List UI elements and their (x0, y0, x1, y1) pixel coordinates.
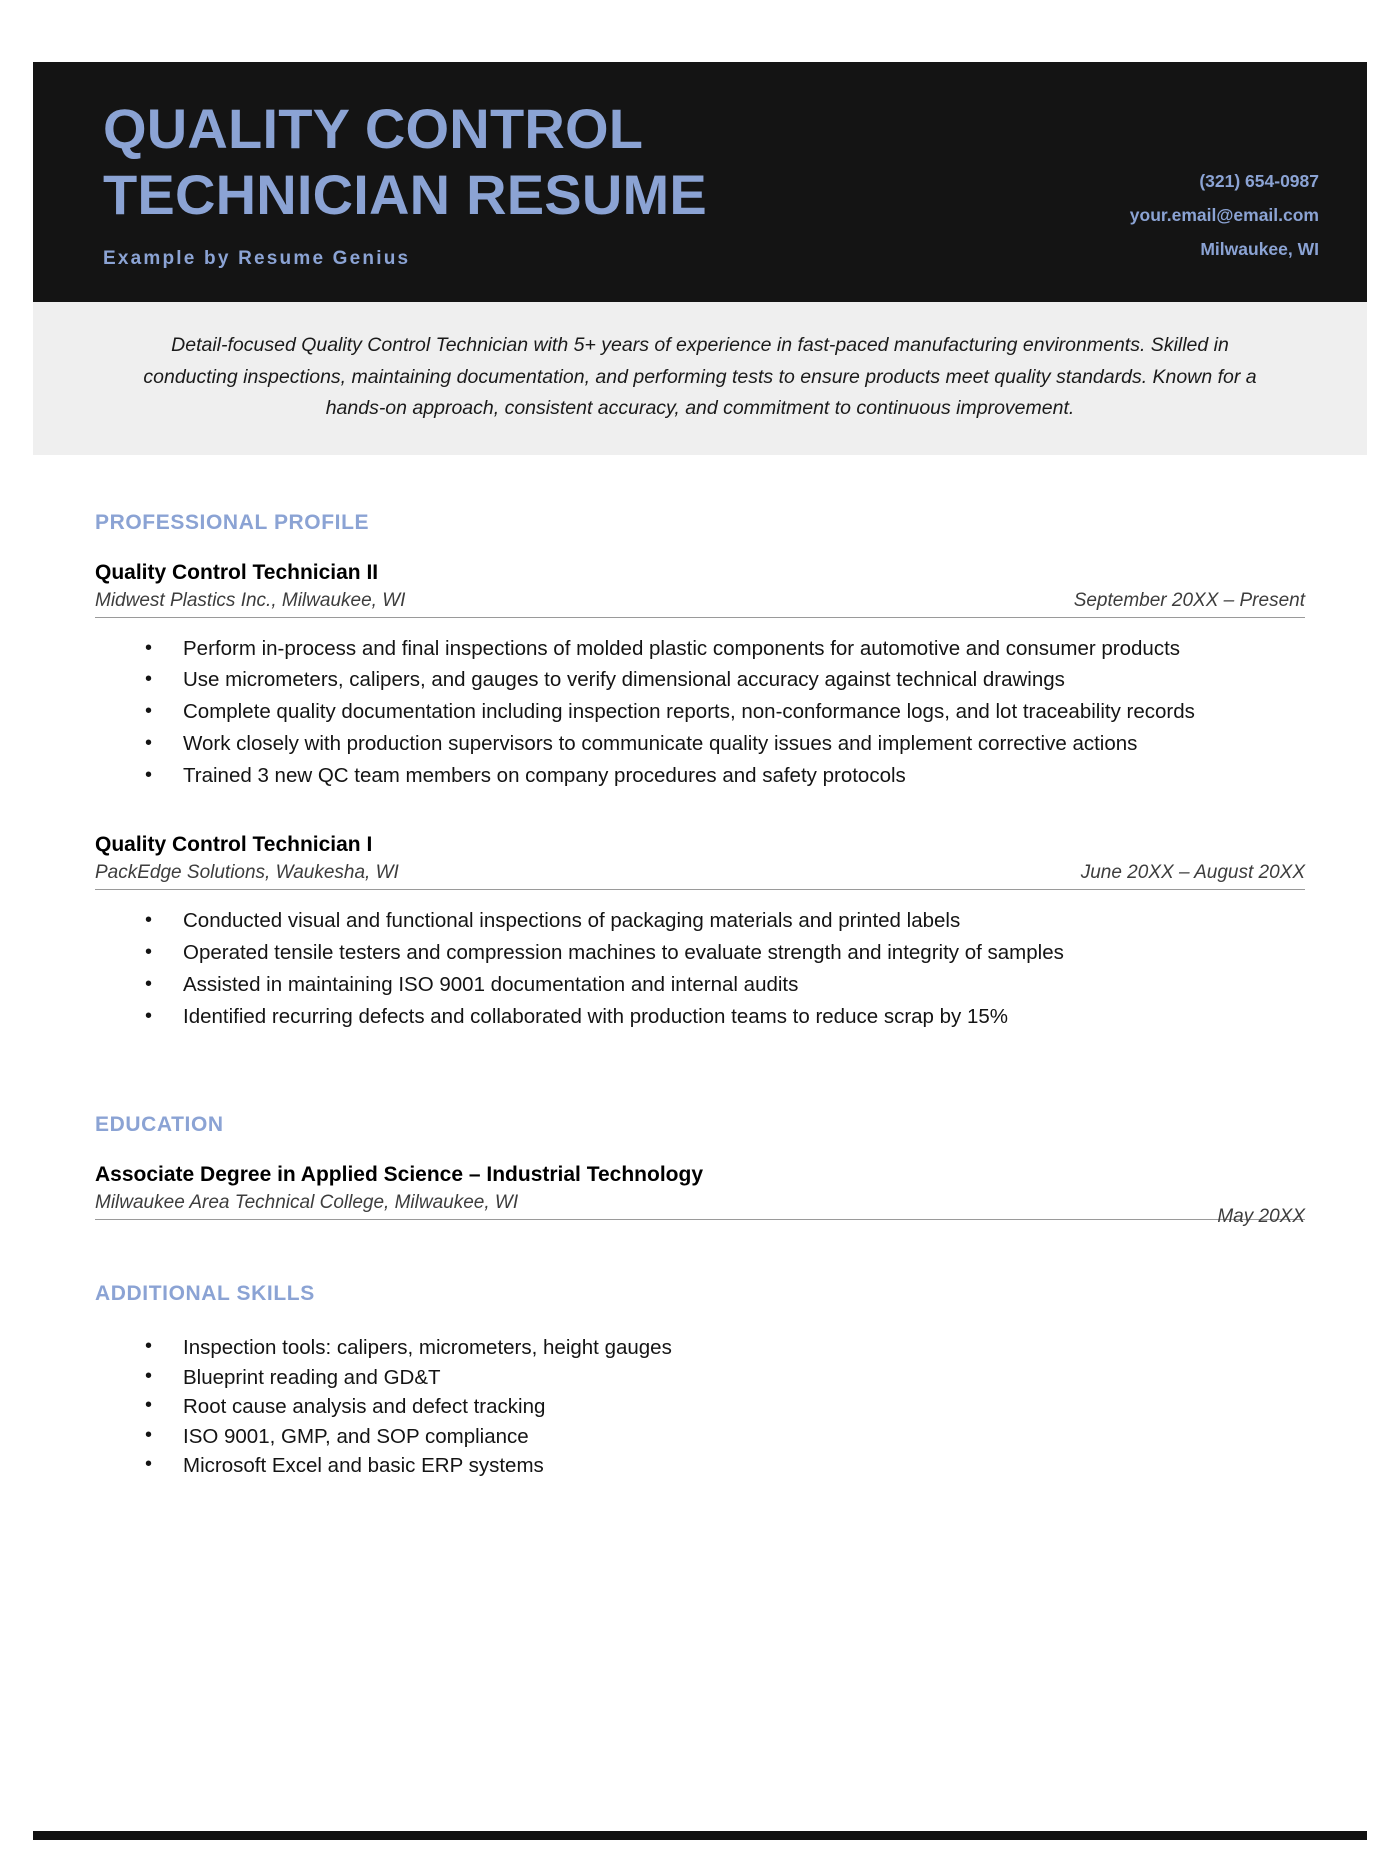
contact-phone: (321) 654-0987 (1199, 171, 1319, 191)
contact-email[interactable]: your.email@email.com (1129, 205, 1319, 226)
section-heading-education: EDUCATION (95, 1113, 224, 1137)
contact-block (1130, 90, 1327, 266)
section-professional-profile (95, 455, 1305, 1033)
list-item: • ISO 9001, GMP, and SOP compliance (183, 1423, 1305, 1450)
list-item: • Use micrometers, calipers, and gauges to verify dimensional accuracy against technical drawings (183, 665, 1305, 696)
resume-header (33, 62, 1367, 302)
list-item: • Blueprint reading and GD&T (183, 1364, 1305, 1391)
list-item: • Inspection tools: calipers, micrometers, height gauges (183, 1334, 1305, 1361)
experience-entry (95, 561, 1305, 792)
education-entry (95, 1163, 1305, 1228)
resume-body (0, 455, 1400, 1480)
job-organization: PackEdge Solutions, Waukesha, WI (95, 862, 399, 884)
job-dates: September 20XX – Present (1073, 589, 1305, 611)
list-item: • Conducted visual and functional inspections of packaging materials and printed labels (183, 906, 1305, 937)
list-item: • Complete quality documentation including inspection reports, non-conformance logs, and lot traceability records (183, 697, 1305, 728)
header-name-block (103, 90, 1130, 270)
job-organization: Midwest Plastics Inc., Milwaukee, WI (95, 589, 406, 611)
job-bullet-list (95, 906, 1305, 1032)
job-dates: June 20XX – August 20XX (1080, 862, 1305, 884)
list-item: • Operated tensile testers and compression machines to evaluate strength and integrity of samples (183, 938, 1305, 969)
footer-rule (33, 1831, 1367, 1840)
header-subtitle: Example by Resume Genius (103, 248, 411, 270)
summary-band (33, 302, 1367, 455)
list-item: • Trained 3 new QC team members on company procedures and safety protocols (183, 761, 1305, 792)
job-meta (95, 590, 1305, 618)
skills-bullet-list (95, 1334, 1305, 1479)
graduation-date: May 20XX (1217, 1206, 1305, 1228)
job-bullet-list (95, 634, 1305, 792)
list-item: • Microsoft Excel and basic ERP systems (183, 1452, 1305, 1479)
section-heading-professional-profile: PROFESSIONAL PROFILE (95, 510, 370, 534)
education-meta (95, 1192, 1305, 1228)
summary-text: Detail-focused Quality Control Technician with 5+ years of experience in fast-paced manufacturing environments. Skilled in conducting inspections, maintaining documentation, and performing tests to ensure products meet quality standards. Known for a hands-on approach, consistent accuracy, and commitment to continuous improvement. (143, 334, 1257, 420)
list-item: • Identified recurring defects and collaborated with production teams to reduce scrap by 15% (183, 1002, 1305, 1033)
job-title: Quality Control Technician I (95, 833, 373, 857)
section-additional-skills (95, 1220, 1305, 1479)
list-item: • Work closely with production supervisors to communicate quality issues and implement corrective actions (183, 729, 1305, 760)
school-name: Milwaukee Area Technical College, Milwaukee, WI (95, 1192, 519, 1214)
job-meta (95, 862, 1305, 890)
list-item: • Root cause analysis and defect tracking (183, 1393, 1305, 1420)
list-item: • Perform in-process and final inspections of molded plastic components for automotive and consumer products (183, 634, 1305, 665)
list-item: • Assisted in maintaining ISO 9001 documentation and internal audits (183, 970, 1305, 1001)
contact-location: Milwaukee, WI (1200, 239, 1319, 260)
experience-entry (95, 833, 1305, 1032)
degree-title: Associate Degree in Applied Science – Industrial Technology (95, 1163, 703, 1187)
job-title: Quality Control Technician II (95, 560, 379, 584)
resume-page (0, 62, 1400, 1874)
page-title: QUALITY CONTROL TECHNICIAN RESUME (103, 97, 707, 227)
section-heading-additional-skills: ADDITIONAL SKILLS (95, 1282, 315, 1306)
section-education (95, 1033, 1305, 1228)
